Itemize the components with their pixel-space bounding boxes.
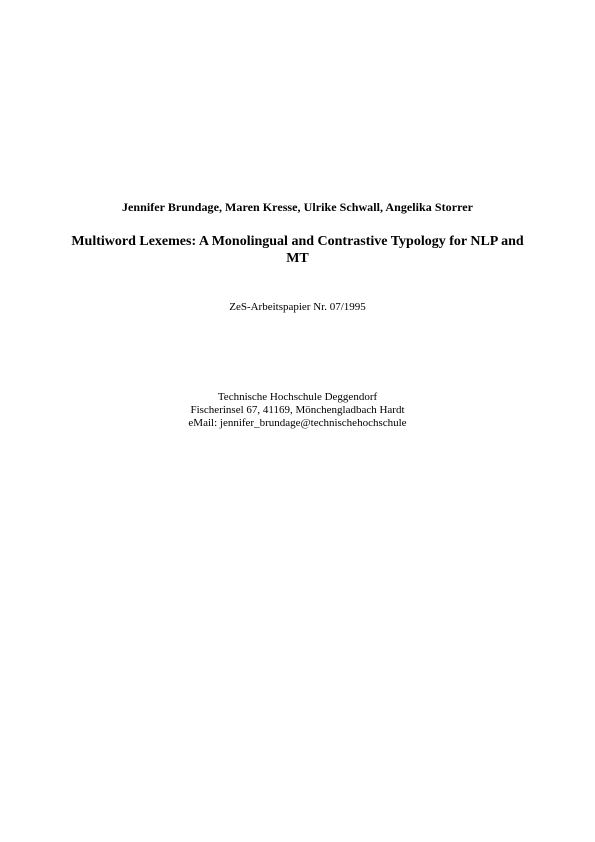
institution-name: Technische Hochschule Deggendorf [217,391,378,403]
email-address: eMail: jennifer_brundage@technischehochschule [188,417,407,429]
address-block [0,391,595,430]
street-address: Fischerinsel 67, 41169, Mönchengladbach Hardt [190,404,405,416]
paper-number: ZeS-Arbeitspapier Nr. 07/1995 [229,301,366,313]
author-list: Jennifer Brundage, Maren Kresse, Ulrike Schwall, Angelika Storrer [121,200,473,214]
paper-title: Multiword Lexemes: A Monolingual and Contrastive Typology for NLP and MT [71,234,524,266]
